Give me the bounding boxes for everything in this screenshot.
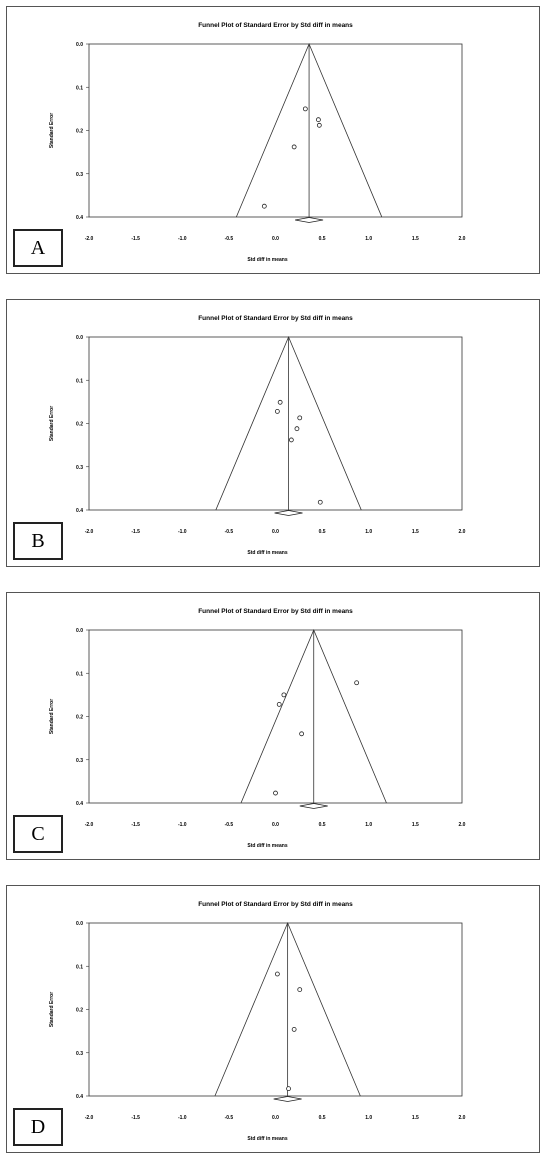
y-tick-label: 0.2 (76, 421, 83, 428)
study-point (275, 409, 279, 413)
x-tick-label: 0.5 (318, 822, 326, 828)
y-tick-label: 0.1 (76, 964, 83, 971)
y-axis-label: Standard Error (49, 112, 55, 149)
x-tick-label: -2.0 (84, 1115, 94, 1121)
x-axis-label: Std diff in means (247, 550, 288, 556)
x-tick-label: 1.0 (365, 1115, 373, 1121)
plot-frame (89, 337, 462, 510)
y-tick-label: 0.2 (76, 1007, 83, 1014)
study-point (303, 107, 307, 111)
summary-diamond (295, 218, 323, 223)
x-axis-label: Std diff in means (247, 1136, 288, 1142)
x-tick-label: 0.5 (318, 236, 326, 242)
x-tick-label: 0.5 (318, 529, 326, 535)
plot-frame (89, 923, 462, 1096)
funnel-plot-b (7, 300, 541, 568)
y-tick-label: 0.3 (76, 171, 83, 178)
x-tick-label: -1.0 (177, 529, 187, 535)
x-tick-label: 1.0 (365, 236, 373, 242)
x-axis-label: Std diff in means (247, 843, 288, 849)
x-tick-label: 2.0 (458, 1115, 466, 1121)
funnel-plot-a (7, 7, 541, 275)
x-tick-label: -1.5 (131, 1115, 140, 1121)
y-tick-label: 0.1 (76, 671, 83, 678)
chart-title: Funnel Plot of Standard Error by Std diff in means (198, 608, 353, 615)
x-tick-label: -2.0 (84, 529, 94, 535)
study-point (262, 204, 266, 208)
x-tick-label: -1.0 (177, 236, 187, 242)
x-tick-label: -2.0 (84, 236, 94, 242)
y-tick-label: 0.3 (76, 464, 83, 471)
panel-letter: B (13, 522, 63, 560)
study-point (277, 702, 281, 706)
x-tick-label: 1.0 (365, 822, 373, 828)
x-tick-label: 1.0 (365, 529, 373, 535)
x-tick-label: -1.5 (131, 236, 140, 242)
y-axis-label: Standard Error (49, 698, 55, 735)
y-tick-label: 0.2 (76, 714, 83, 721)
x-tick-label: 1.5 (411, 529, 419, 535)
x-tick-label: 0.0 (272, 236, 279, 242)
y-tick-label: 0.4 (76, 1094, 83, 1100)
study-point (355, 681, 359, 685)
x-tick-label: -0.5 (224, 236, 234, 242)
chart-title: Funnel Plot of Standard Error by Std diff in means (198, 901, 353, 908)
x-tick-label: -1.5 (131, 529, 140, 535)
study-point (300, 732, 304, 736)
study-point (274, 791, 278, 795)
x-tick-label: 0.0 (272, 1115, 279, 1121)
study-point (298, 988, 302, 992)
study-point (317, 123, 321, 127)
y-tick-label: 0.0 (76, 42, 83, 48)
x-tick-label: -1.0 (177, 822, 187, 828)
funnel-plot-c (7, 593, 541, 861)
x-tick-label: 2.0 (458, 529, 466, 535)
x-tick-label: 0.5 (318, 1115, 326, 1121)
plot-frame (89, 44, 462, 217)
x-tick-label: -0.5 (224, 1115, 234, 1121)
x-tick-label: -0.5 (224, 822, 234, 828)
funnel-plot-panel-a (6, 6, 540, 274)
y-tick-label: 0.4 (76, 508, 83, 514)
study-point (292, 1027, 296, 1031)
funnel-plot-panel-b (6, 299, 540, 567)
summary-diamond (274, 1097, 302, 1102)
study-point (278, 400, 282, 404)
summary-diamond (275, 511, 303, 516)
x-tick-label: -0.5 (224, 529, 234, 535)
panel-letter: A (13, 229, 63, 267)
study-point (282, 693, 286, 697)
x-tick-label: 1.5 (411, 1115, 419, 1121)
study-point (287, 1087, 291, 1091)
x-tick-label: -2.0 (84, 822, 94, 828)
x-tick-label: 0.0 (272, 822, 279, 828)
x-tick-label: -1.5 (131, 822, 140, 828)
study-point (298, 416, 302, 420)
y-axis-label: Standard Error (49, 405, 55, 442)
y-tick-label: 0.3 (76, 757, 83, 764)
summary-diamond (300, 804, 328, 809)
chart-title: Funnel Plot of Standard Error by Std diff in means (198, 22, 353, 29)
chart-title: Funnel Plot of Standard Error by Std diff in means (198, 315, 353, 322)
study-point (295, 427, 299, 431)
x-axis-label: Std diff in means (247, 257, 288, 263)
funnel-plot-d (7, 886, 541, 1154)
x-tick-label: 1.5 (411, 236, 419, 242)
x-tick-label: 2.0 (458, 236, 466, 242)
study-point (289, 438, 293, 442)
y-tick-label: 0.3 (76, 1050, 83, 1057)
x-tick-label: -1.0 (177, 1115, 187, 1121)
y-tick-label: 0.0 (76, 921, 83, 927)
panel-letter: C (13, 815, 63, 853)
y-tick-label: 0.2 (76, 128, 83, 135)
y-axis-label: Standard Error (49, 991, 55, 1028)
y-tick-label: 0.1 (76, 378, 83, 385)
y-tick-label: 0.0 (76, 335, 83, 341)
study-point (275, 972, 279, 976)
y-tick-label: 0.4 (76, 215, 83, 221)
y-tick-label: 0.4 (76, 801, 83, 807)
study-point (318, 500, 322, 504)
x-tick-label: 2.0 (458, 822, 466, 828)
study-point (292, 145, 296, 149)
funnel-plot-panel-d (6, 885, 540, 1153)
funnel-plot-panel-c (6, 592, 540, 860)
y-tick-label: 0.0 (76, 628, 83, 634)
y-tick-label: 0.1 (76, 85, 83, 92)
panel-letter: D (13, 1108, 63, 1146)
x-tick-label: 1.5 (411, 822, 419, 828)
plot-frame (89, 630, 462, 803)
x-tick-label: 0.0 (272, 529, 279, 535)
study-point (316, 118, 320, 122)
